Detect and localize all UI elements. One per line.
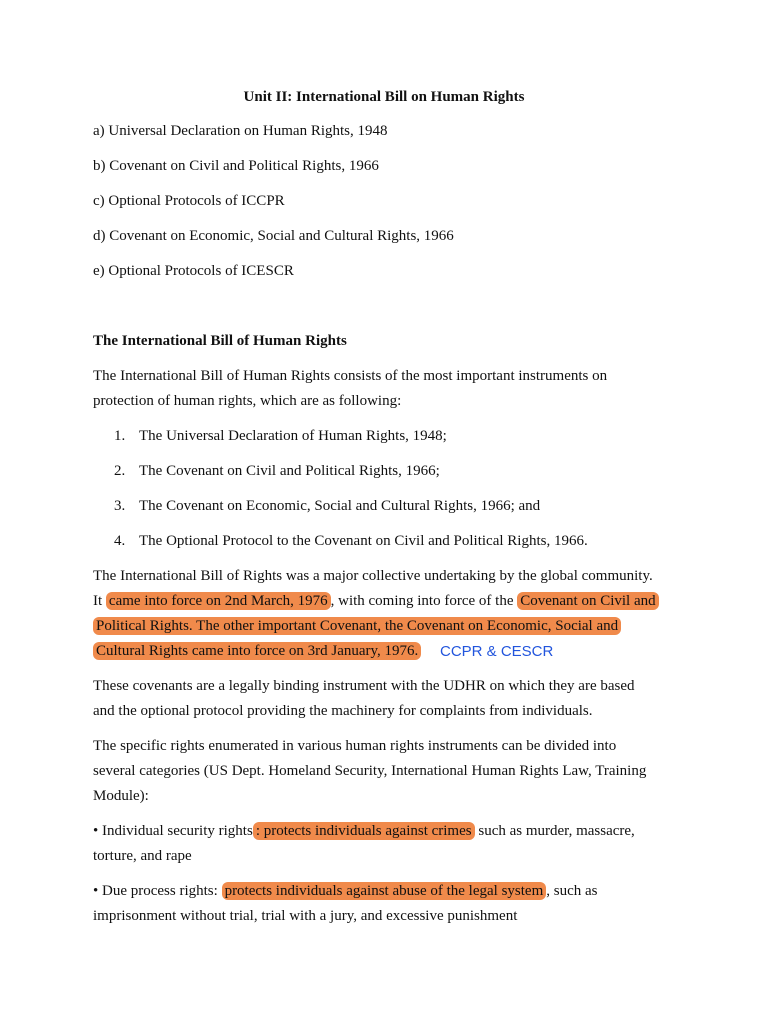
- numbered-item-2: [114, 461, 440, 481]
- highlight-span: Covenant on Civil and: [517, 592, 658, 610]
- item-number: 1.: [114, 428, 126, 444]
- text-span: • Individual security rights: [93, 823, 253, 839]
- item-text: The Optional Protocol to the Covenant on Civil and Political Rights, 1966.: [139, 533, 588, 549]
- para2-line-1: These covenants are a legally binding instrument with the UDHR on which they are based: [93, 678, 635, 694]
- para3-line-2: several categories (US Dept. Homeland Security, International Human Rights Law, Training: [93, 763, 647, 779]
- intro-line-1: The International Bill of Human Rights consists of the most important instruments on: [93, 368, 608, 384]
- para1-line-2: [93, 591, 659, 611]
- handwritten-annotation: CCPR & CESCR: [440, 643, 554, 660]
- page-title: Unit II: International Bill on Human Rights: [243, 89, 525, 105]
- item-text: The Covenant on Economic, Social and Cultural Rights, 1966; and: [139, 498, 541, 514]
- highlight-span: Political Rights. The other important Covenant, the Covenant on Economic, Social and: [93, 617, 621, 635]
- text-span: It: [93, 593, 106, 609]
- para1-line-3: [93, 616, 621, 636]
- item-number: 4.: [114, 533, 126, 549]
- highlight-span: Cultural Rights came into force on 3rd January, 1976.: [93, 642, 421, 660]
- para2-line-2: and the optional protocol providing the machinery for complaints from individuals.: [93, 703, 593, 719]
- text-span: , with coming into force of the: [330, 593, 518, 609]
- highlight-span: : protects individuals against crimes: [253, 822, 475, 840]
- outline-item-e: e) Optional Protocols of ICESCR: [93, 263, 294, 279]
- outline-item-b: b) Covenant on Civil and Political Rights, 1966: [93, 158, 379, 174]
- para1-line-4: [93, 641, 421, 661]
- item-text: The Universal Declaration of Human Rights, 1948;: [139, 428, 447, 444]
- section-heading: The International Bill of Human Rights: [93, 333, 347, 349]
- item-number: 2.: [114, 463, 126, 479]
- bullet-1-line-2: torture, and rape: [93, 848, 192, 864]
- bullet-1-line-1: [93, 821, 635, 841]
- para1-line-1: The International Bill of Rights was a major collective undertaking by the global community.: [93, 568, 653, 584]
- para3-line-1: The specific rights enumerated in various human rights instruments can be divided into: [93, 738, 617, 754]
- highlight-span: protects individuals against abuse of the legal system: [222, 882, 547, 900]
- bullet-2-line-2: imprisonment without trial, trial with a jury, and excessive punishment: [93, 908, 518, 924]
- text-span: , such as: [546, 883, 598, 899]
- item-number: 3.: [114, 498, 126, 514]
- numbered-item-3: [114, 496, 540, 516]
- outline-item-a: a) Universal Declaration on Human Rights, 1948: [93, 123, 388, 139]
- outline-item-d: d) Covenant on Economic, Social and Cultural Rights, 1966: [93, 228, 454, 244]
- bullet-2-line-1: [93, 881, 598, 901]
- highlight-span: came into force on 2nd March, 1976: [106, 592, 331, 610]
- numbered-item-4: [114, 531, 588, 551]
- intro-line-2: protection of human rights, which are as following:: [93, 393, 402, 409]
- para3-line-3: Module):: [93, 788, 149, 804]
- text-span: • Due process rights:: [93, 883, 222, 899]
- text-span: such as murder, massacre,: [474, 823, 635, 839]
- numbered-item-1: [114, 426, 447, 446]
- outline-item-c: c) Optional Protocols of ICCPR: [93, 193, 285, 209]
- item-text: The Covenant on Civil and Political Rights, 1966;: [139, 463, 440, 479]
